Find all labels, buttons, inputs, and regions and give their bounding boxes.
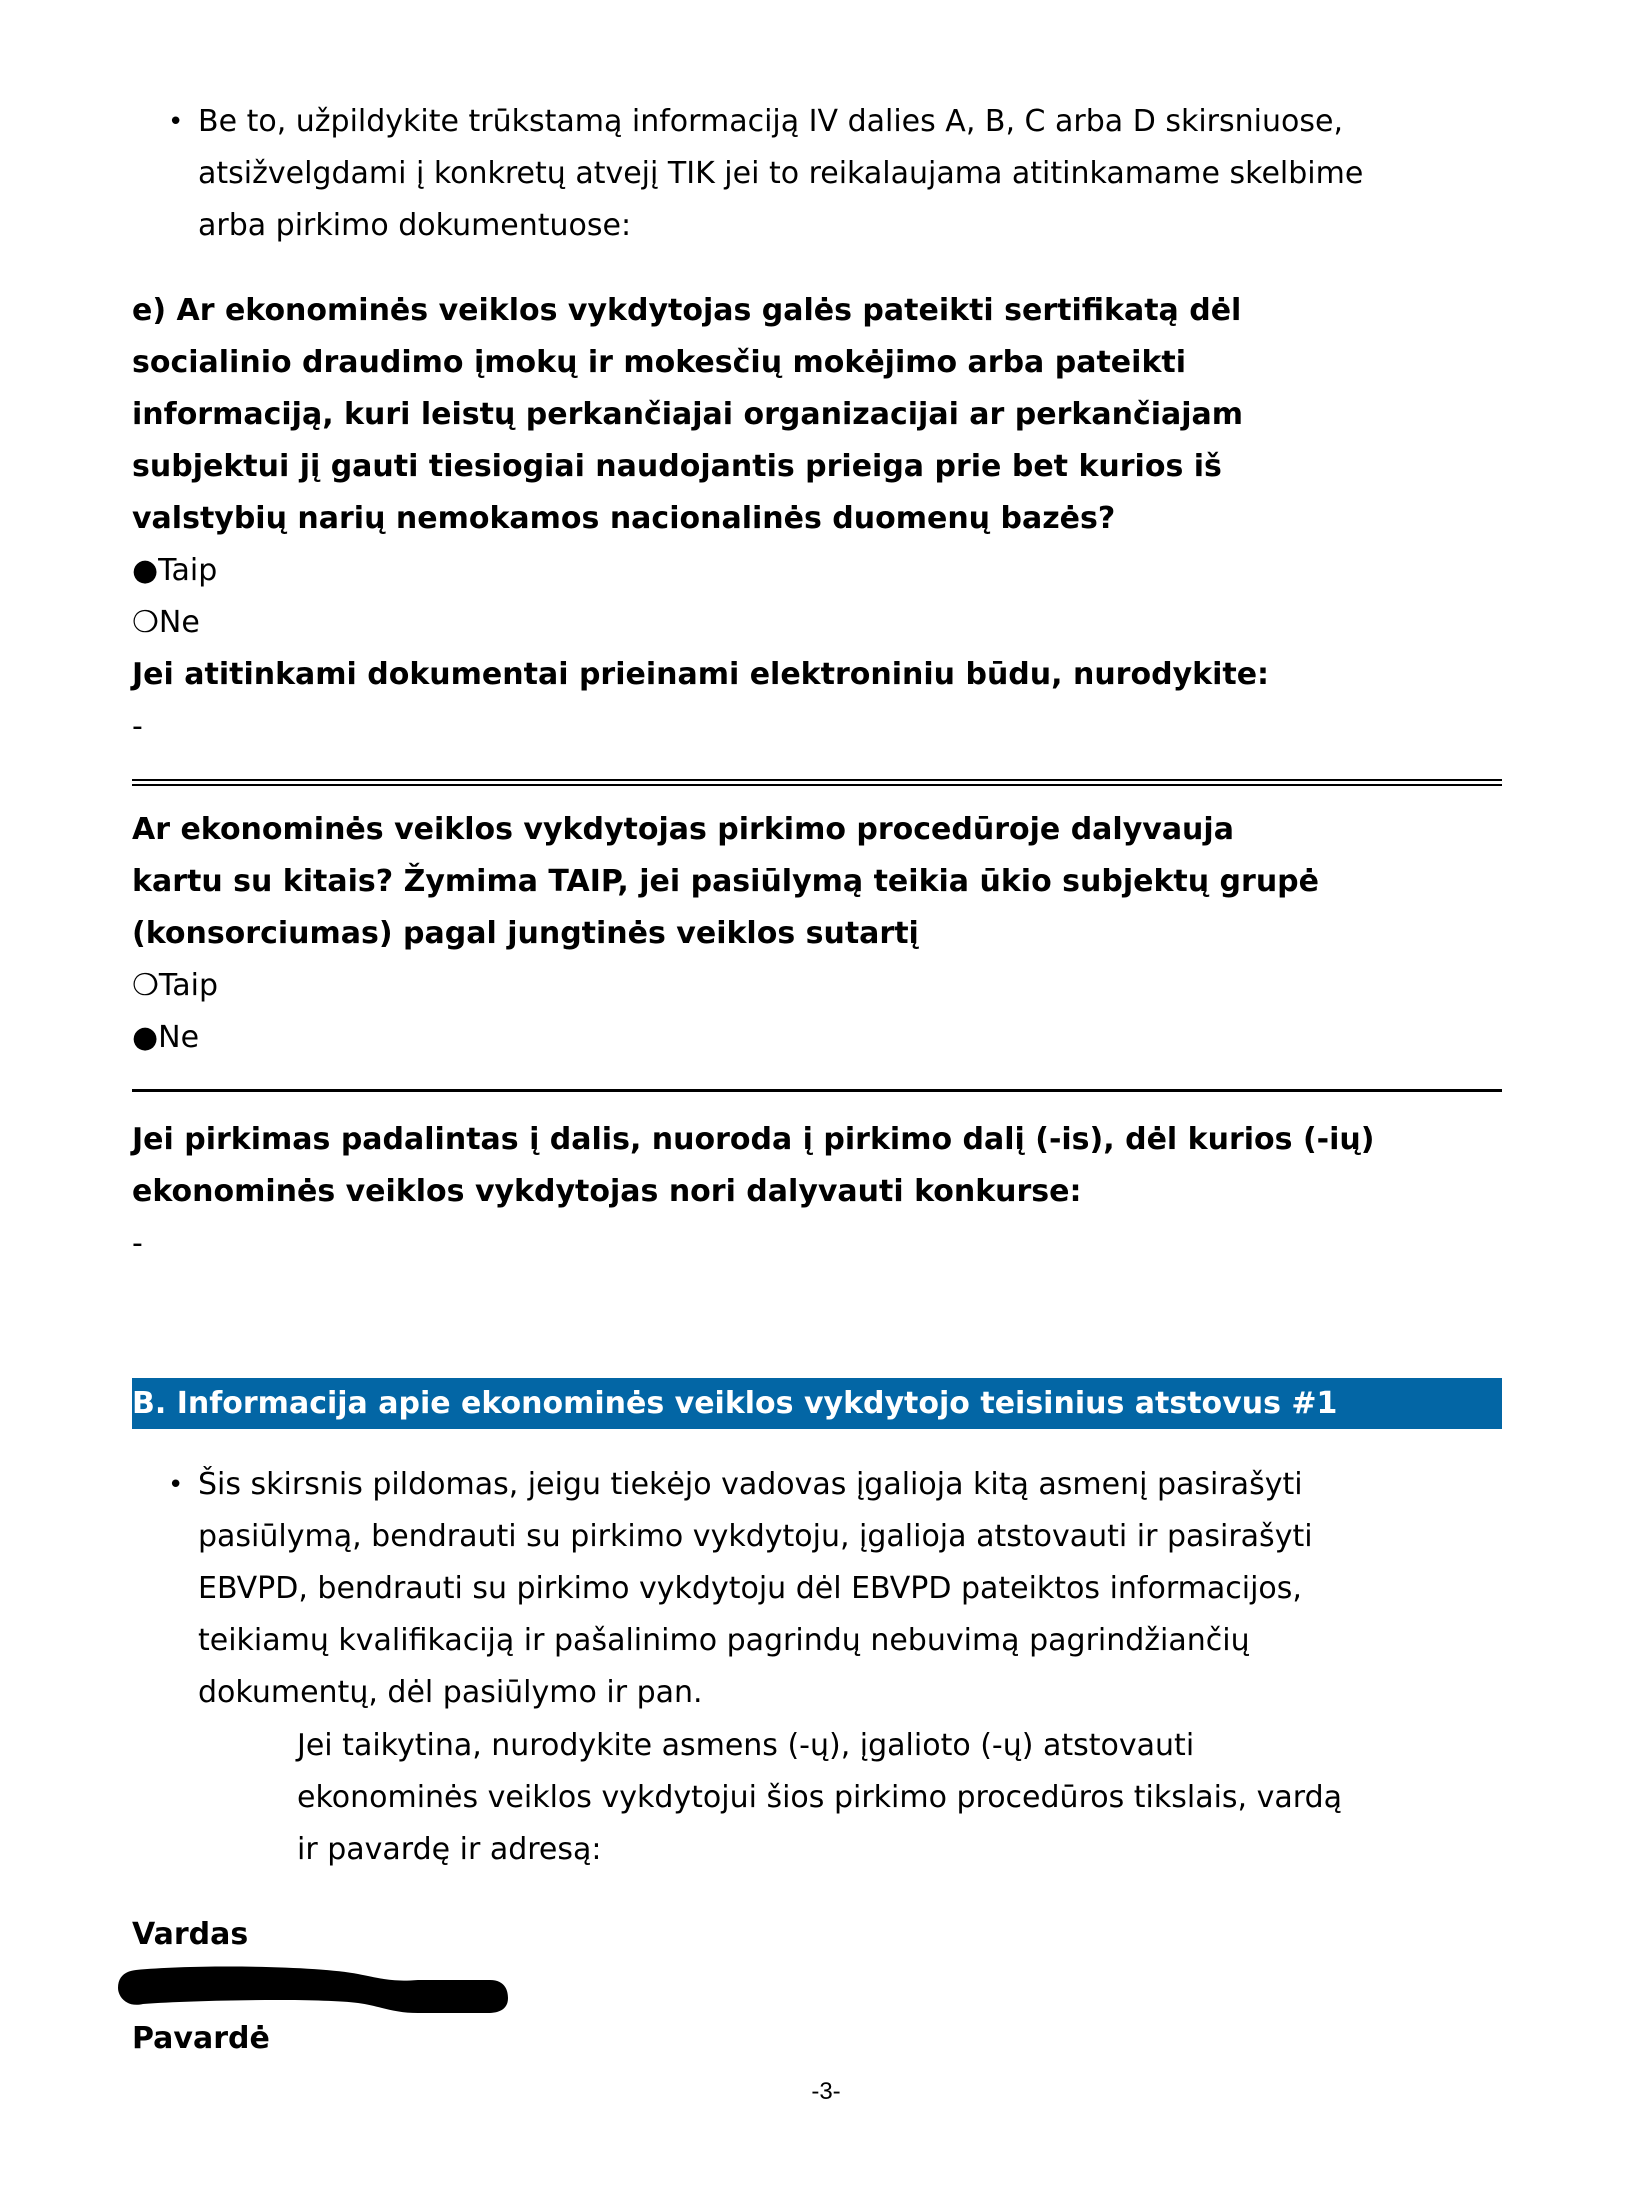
bullet-icon: • xyxy=(168,107,184,137)
page-number: -3- xyxy=(811,2078,841,2105)
bullet-icon: • xyxy=(168,1470,184,1500)
lots-value: - xyxy=(132,1226,143,1261)
radio-taip-selected[interactable]: ●Taip xyxy=(132,553,218,588)
text-line: valstybių narių nemokamos nacionalinės duomenų bazės? xyxy=(132,501,1116,536)
intro-bullet xyxy=(168,96,1548,252)
question-e xyxy=(132,285,1512,753)
text-line: ekonominės veiklos vykdytojui šios pirkimo procedūros tikslais, vardą xyxy=(297,1780,1342,1815)
text-line: Šis skirsnis pildomas, jeigu tiekėjo vadovas įgalioja kitą asmenį pasirašyti xyxy=(198,1467,1303,1502)
text-line: arba pirkimo dokumentuose: xyxy=(198,208,632,243)
electronic-docs-label: Jei atitinkami dokumentai prieinami elektroniniu būdu, nurodykite: xyxy=(132,657,1270,692)
text-line: informaciją, kuri leistų perkančiajai organizacijai ar perkančiajam xyxy=(132,397,1244,432)
question-consortium xyxy=(132,804,1512,1064)
radio-ne[interactable]: ❍Ne xyxy=(132,605,200,640)
text-line: subjektui jį gauti tiesiogiai naudojantis prieiga prie bet kurios iš xyxy=(132,449,1222,484)
section-b-bullet xyxy=(168,1459,1548,1719)
electronic-docs-value: - xyxy=(132,709,143,744)
text-line: socialinio draudimo įmokų ir mokesčių mokėjimo arba pateikti xyxy=(132,345,1187,380)
text-line: dokumentų, dėl pasiūlymo ir pan. xyxy=(198,1675,703,1710)
section-b-header: B. Informacija apie ekonominės veiklos vykdytojo teisinius atstovus #1 xyxy=(132,1378,1502,1429)
text-line: ekonominės veiklos vykdytojas nori dalyvauti konkurse: xyxy=(132,1174,1082,1209)
section-b-instructions xyxy=(297,1720,1652,1876)
text-line: Ar ekonominės veiklos vykdytojas pirkimo procedūroje dalyvauja xyxy=(132,812,1234,847)
question-lots-text xyxy=(132,1114,1512,1218)
divider xyxy=(132,1089,1502,1092)
question-e-text xyxy=(132,285,1512,545)
text-line: kartu su kitais? Žymima TAIP, jei pasiūlymą teikia ūkio subjektų grupė xyxy=(132,864,1319,899)
text-line: Jei taikytina, nurodykite asmens (-ų), įgalioto (-ų) atstovauti xyxy=(297,1728,1195,1763)
first-name-label: Vardas xyxy=(132,1917,249,1952)
text-line: teikiamų kvalifikaciją ir pašalinimo pagrindų nebuvimą pagrindžiančių xyxy=(198,1623,1250,1658)
divider-double-top xyxy=(132,779,1502,781)
text-line: (konsorciumas) pagal jungtinės veiklos sutartį xyxy=(132,916,919,951)
question-consortium-text xyxy=(132,804,1512,960)
radio-taip[interactable]: ❍Taip xyxy=(132,968,219,1003)
question-lots xyxy=(132,1114,1512,1270)
text-line: Be to, užpildykite trūkstamą informaciją IV dalies A, B, C arba D skirsniuose, xyxy=(198,104,1343,139)
text-line: atsižvelgdami į konkretų atvejį TIK jei to reikalaujama atitinkamame skelbime xyxy=(198,156,1364,191)
text-line: EBVPD, bendrauti su pirkimo vykdytoju dėl EBVPD pateiktos informacijos, xyxy=(198,1571,1302,1606)
divider-double-bottom xyxy=(132,784,1502,786)
redaction-mark xyxy=(118,1966,508,2014)
radio-ne-selected[interactable]: ●Ne xyxy=(132,1020,200,1055)
text-line: ir pavardę ir adresą: xyxy=(297,1832,602,1867)
text-line: e) Ar ekonominės veiklos vykdytojas galės pateikti sertifikatą dėl xyxy=(132,293,1242,328)
text-line: Jei pirkimas padalintas į dalis, nuoroda į pirkimo dalį (-is), dėl kurios (-ių) xyxy=(132,1122,1375,1157)
text-line: pasiūlymą, bendrauti su pirkimo vykdytoju, įgalioja atstovauti ir pasirašyti xyxy=(198,1519,1313,1554)
last-name-label: Pavardė xyxy=(132,2021,270,2056)
